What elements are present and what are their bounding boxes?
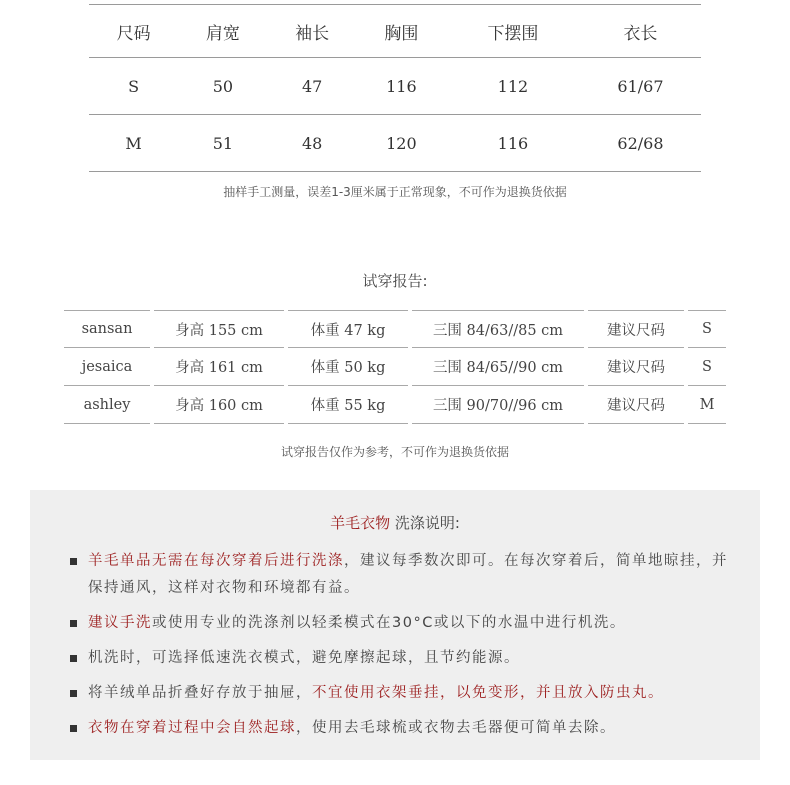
header-sleeve: 袖长 xyxy=(268,5,357,58)
table-cell: 身高 160 cm xyxy=(154,386,284,424)
table-cell: 120 xyxy=(357,115,446,172)
table-row xyxy=(89,115,701,172)
table-cell: 三围 84/65//90 cm xyxy=(412,348,584,386)
care-item-text: ，使用去毛球梳或衣物去毛器便可简单去除。 xyxy=(296,720,616,736)
table-cell: 112 xyxy=(446,58,580,115)
list-item xyxy=(70,645,730,672)
table-row xyxy=(64,348,726,386)
size-table-header-row xyxy=(89,5,701,58)
table-cell: 建议尺码 xyxy=(588,348,684,386)
list-item xyxy=(70,680,730,707)
list-item xyxy=(70,548,730,602)
trial-report-table xyxy=(64,310,726,424)
table-cell: 体重 50 kg xyxy=(288,348,408,386)
header-length: 衣长 xyxy=(580,5,701,58)
care-title-rest: 洗涤说明: xyxy=(394,514,460,532)
table-cell: S xyxy=(89,58,178,115)
table-cell: sansan xyxy=(64,310,150,348)
square-bullet-icon xyxy=(70,655,77,662)
care-item-text: 机洗时，可选择低速洗衣模式，避免摩擦起球，且节约能源。 xyxy=(88,650,520,666)
trial-report-note: 试穿报告仅作为参考，不可作为退换货依据 xyxy=(280,445,509,459)
square-bullet-icon xyxy=(70,558,77,565)
square-bullet-icon xyxy=(70,620,77,627)
list-item xyxy=(70,610,730,637)
table-cell: 身高 161 cm xyxy=(154,348,284,386)
table-cell: 116 xyxy=(357,58,446,115)
table-cell: 建议尺码 xyxy=(588,386,684,424)
table-cell: 48 xyxy=(268,115,357,172)
square-bullet-icon xyxy=(70,690,77,697)
table-cell: M xyxy=(89,115,178,172)
trial-report-title: 试穿报告: xyxy=(362,272,428,290)
care-title-highlight: 羊毛衣物 xyxy=(330,514,391,532)
care-item-highlight: 羊毛单品无需在每次穿着后进行洗涤 xyxy=(88,553,344,569)
table-cell: S xyxy=(688,310,726,348)
table-cell: 116 xyxy=(446,115,580,172)
care-instructions-panel xyxy=(30,490,760,760)
table-row xyxy=(64,386,726,424)
table-cell: M xyxy=(688,386,726,424)
table-cell: 三围 84/63//85 cm xyxy=(412,310,584,348)
list-item xyxy=(70,715,730,742)
table-cell: 50 xyxy=(178,58,267,115)
table-row xyxy=(89,58,701,115)
table-cell: 体重 47 kg xyxy=(288,310,408,348)
care-item-text: 将羊绒单品折叠好存放于抽屉， xyxy=(88,685,312,701)
header-chest: 胸围 xyxy=(357,5,446,58)
table-cell: 建议尺码 xyxy=(588,310,684,348)
care-item-highlight: 建议手洗 xyxy=(88,615,152,631)
table-cell: 47 xyxy=(268,58,357,115)
table-cell: 51 xyxy=(178,115,267,172)
care-list xyxy=(70,548,730,750)
care-title xyxy=(30,512,760,533)
header-hem: 下摆围 xyxy=(446,5,580,58)
header-size: 尺码 xyxy=(89,5,178,58)
care-item-highlight-suffix: 不宜使用衣架垂挂，以免变形，并且放入防虫丸。 xyxy=(312,685,664,701)
table-cell: jesaica xyxy=(64,348,150,386)
care-item-text: 或使用专业的洗涤剂以轻柔模式在30°C或以下的水温中进行机洗。 xyxy=(152,615,626,631)
table-cell: 体重 55 kg xyxy=(288,386,408,424)
table-cell: 61/67 xyxy=(580,58,701,115)
table-cell: 62/68 xyxy=(580,115,701,172)
measurement-note: 抽样手工测量，误差1-3厘米属于正常现象，不可作为退换货依据 xyxy=(223,185,567,199)
care-item-highlight: 衣物在穿着过程中会自然起球 xyxy=(88,720,296,736)
square-bullet-icon xyxy=(70,725,77,732)
table-cell: 三围 90/70//96 cm xyxy=(412,386,584,424)
table-row xyxy=(64,310,726,348)
table-cell: S xyxy=(688,348,726,386)
table-cell: 身高 155 cm xyxy=(154,310,284,348)
size-table xyxy=(89,4,701,172)
table-cell: ashley xyxy=(64,386,150,424)
care-item-text: ，建议每季数次即可。在每次穿着后，简单地晾挂，并保持通风，这样对衣物和环境都有益。 xyxy=(88,553,728,596)
header-shoulder: 肩宽 xyxy=(178,5,267,58)
